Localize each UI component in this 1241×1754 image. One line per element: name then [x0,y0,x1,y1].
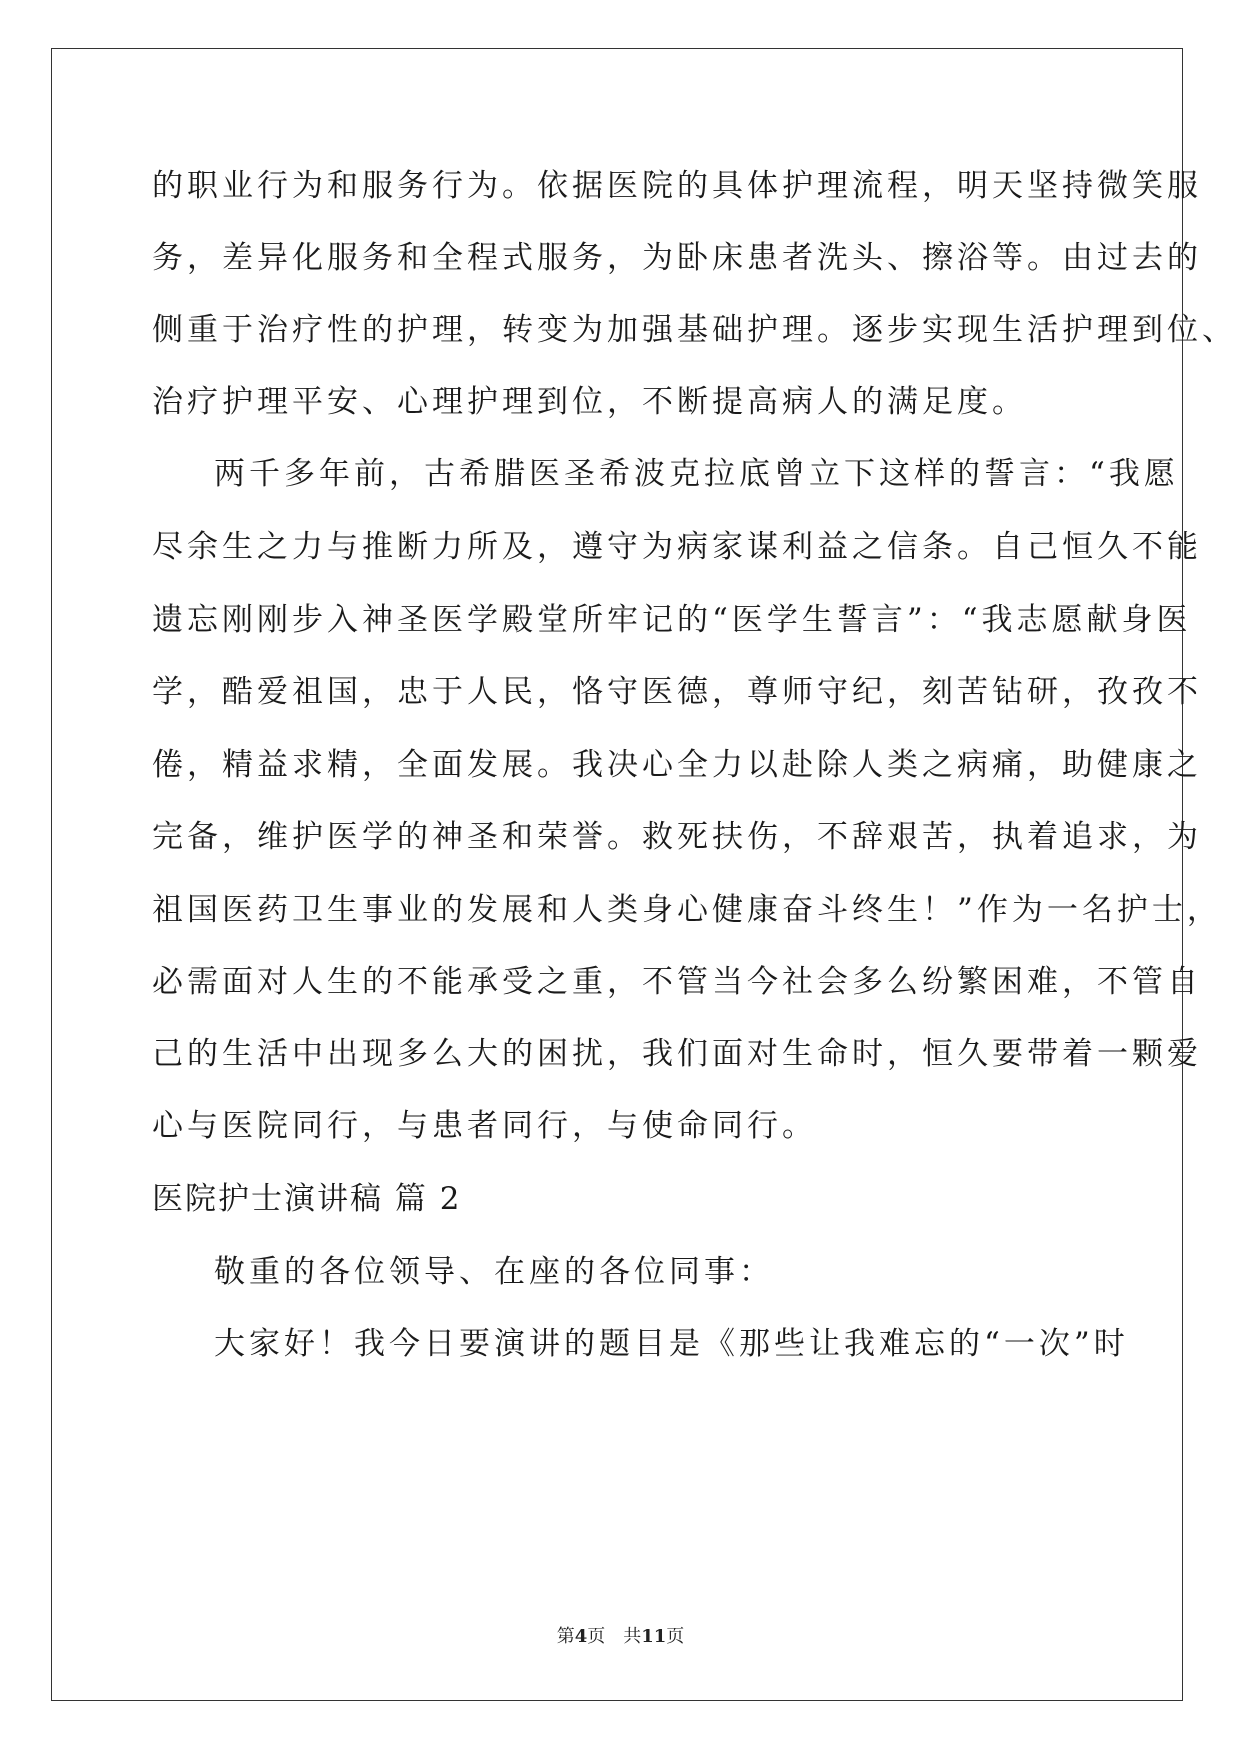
body-line: 祖国医药卫生事业的发展和人类身心健康奋斗终生！”作为一名护士， [152,892,1222,928]
footer-prefix: 第 [556,1626,575,1647]
body-line: 敬重的各位领导、在座的各位同事： [214,1254,774,1290]
body-line: 心与医院同行，与患者同行，与使命同行。 [152,1108,817,1144]
footer-suffix: 页 [666,1626,685,1647]
footer-page-number: 4 [574,1626,588,1647]
page-footer [0,1622,1241,1648]
body-line: 学，酷爱祖国，忠于人民，恪守医德，尊师守纪，刻苦钻研，孜孜不 [152,674,1202,710]
body-line: 倦，精益求精，全面发展。我决心全力以赴除人类之病痛，助健康之 [152,747,1202,783]
footer-middle: 页 共 [587,1626,642,1647]
body-line: 治疗护理平安、心理护理到位，不断提高病人的满足度。 [152,384,1027,420]
page-border [51,48,1183,1701]
section-heading: 医院护士演讲稿 篇 2 [152,1181,462,1217]
body-line: 务，差异化服务和全程式服务，为卧床患者洗头、擦浴等。由过去的 [152,240,1202,276]
body-line: 大家好！我今日要演讲的题目是《那些让我难忘的“一次”时 [214,1326,1129,1362]
body-line: 尽余生之力与推断力所及，遵守为病家谋利益之信条。自己恒久不能 [152,529,1202,565]
body-line: 必需面对人生的不能承受之重，不管当今社会多么纷繁困难，不管自 [152,964,1202,1000]
body-line: 两千多年前，古希腊医圣希波克拉底曾立下这样的誓言：“我愿 [214,456,1179,492]
body-line: 完备，维护医学的神圣和荣誉。救死扶伤，不辞艰苦，执着追求，为 [152,819,1202,855]
body-line: 的职业行为和服务行为。依据医院的具体护理流程，明天坚持微笑服 [152,168,1202,204]
footer-total-pages: 11 [641,1626,667,1647]
body-line: 遗忘刚刚步入神圣医学殿堂所牢记的“医学生誓言”：“我志愿献身医 [152,602,1192,638]
body-line: 己的生活中出现多么大的困扰，我们面对生命时，恒久要带着一颗爱 [152,1036,1202,1072]
body-line: 侧重于治疗性的护理，转变为加强基础护理。逐步实现生活护理到位、 [152,312,1237,348]
